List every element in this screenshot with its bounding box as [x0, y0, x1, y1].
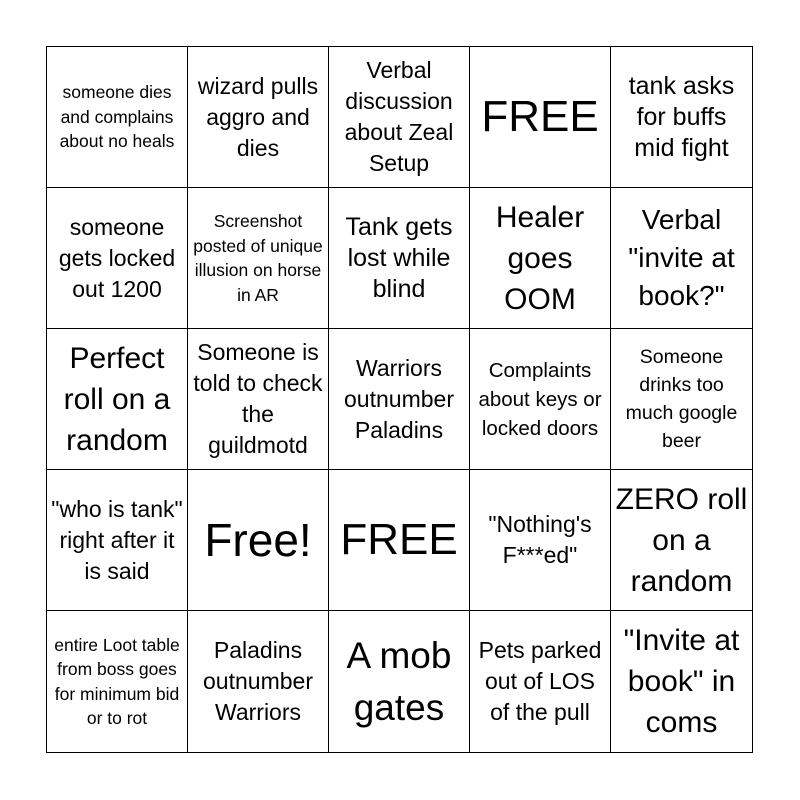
cell-text: FREE	[340, 515, 458, 564]
bingo-cell[interactable]	[470, 188, 611, 329]
bingo-cell[interactable]	[329, 188, 470, 329]
cell-text: someone gets locked out 1200	[58, 213, 176, 302]
cell-text: Tank gets lost while blind	[345, 212, 453, 303]
bingo-cell[interactable]	[188, 329, 329, 470]
cell-text: Someone drinks too much google beer	[625, 346, 738, 452]
cell-text: tank asks for buffs mid fight	[628, 71, 735, 162]
cell-text: Someone is told to check the guildmotd	[193, 339, 323, 458]
cell-text: Screenshot posted of unique illusion on horse in AR	[193, 211, 323, 305]
bingo-cell[interactable]	[188, 188, 329, 329]
bingo-cell[interactable]	[47, 329, 188, 470]
cell-text: Complaints about keys or locked doors	[478, 358, 602, 440]
cell-text: FREE	[481, 92, 599, 141]
bingo-cell[interactable]	[470, 329, 611, 470]
cell-text: Verbal "invite at book?"	[628, 204, 735, 311]
cell-text: A mob gates	[346, 634, 452, 728]
bingo-cell[interactable]	[611, 611, 752, 752]
bingo-cell[interactable]	[611, 470, 752, 611]
bingo-cell[interactable]	[47, 188, 188, 329]
bingo-cell-free[interactable]	[329, 470, 470, 611]
cell-text: Paladins outnumber Warriors	[203, 637, 313, 725]
bingo-cell[interactable]	[611, 47, 752, 188]
cell-text: Warriors outnumber Paladins	[344, 354, 454, 443]
bingo-cell[interactable]	[329, 611, 470, 752]
bingo-cell[interactable]	[188, 47, 329, 188]
cell-text: Healer goes OOM	[495, 200, 585, 316]
bingo-board	[46, 46, 753, 753]
cell-text: someone dies and complains about no heals	[59, 82, 175, 152]
cell-text: "Nothing's F***ed"	[488, 511, 592, 568]
bingo-cell[interactable]	[329, 329, 470, 470]
bingo-cell[interactable]	[188, 611, 329, 752]
cell-text: Perfect roll on a random	[63, 341, 171, 457]
cell-text: wizard pulls aggro and dies	[197, 72, 319, 161]
cell-text: "who is tank" right after it is said	[51, 495, 183, 584]
bingo-cell[interactable]	[611, 188, 752, 329]
bingo-cell[interactable]	[470, 611, 611, 752]
cell-text: entire Loot table from boss goes for minimum bid or to rot	[54, 634, 180, 728]
bingo-cell[interactable]	[47, 611, 188, 752]
bingo-cell[interactable]	[611, 329, 752, 470]
cell-text: "Invite at book" in coms	[623, 624, 740, 739]
bingo-cell-free[interactable]	[188, 470, 329, 611]
bingo-cell[interactable]	[47, 47, 188, 188]
bingo-cell-free[interactable]	[470, 47, 611, 188]
cell-text: Verbal discussion about Zeal Setup	[344, 57, 454, 176]
bingo-cell[interactable]	[470, 470, 611, 611]
cell-text: ZERO roll on a random	[615, 482, 748, 598]
cell-text: Free!	[204, 514, 312, 566]
bingo-cell[interactable]	[329, 47, 470, 188]
cell-text: Pets parked out of LOS of the pull	[478, 637, 602, 725]
bingo-cell[interactable]	[47, 470, 188, 611]
